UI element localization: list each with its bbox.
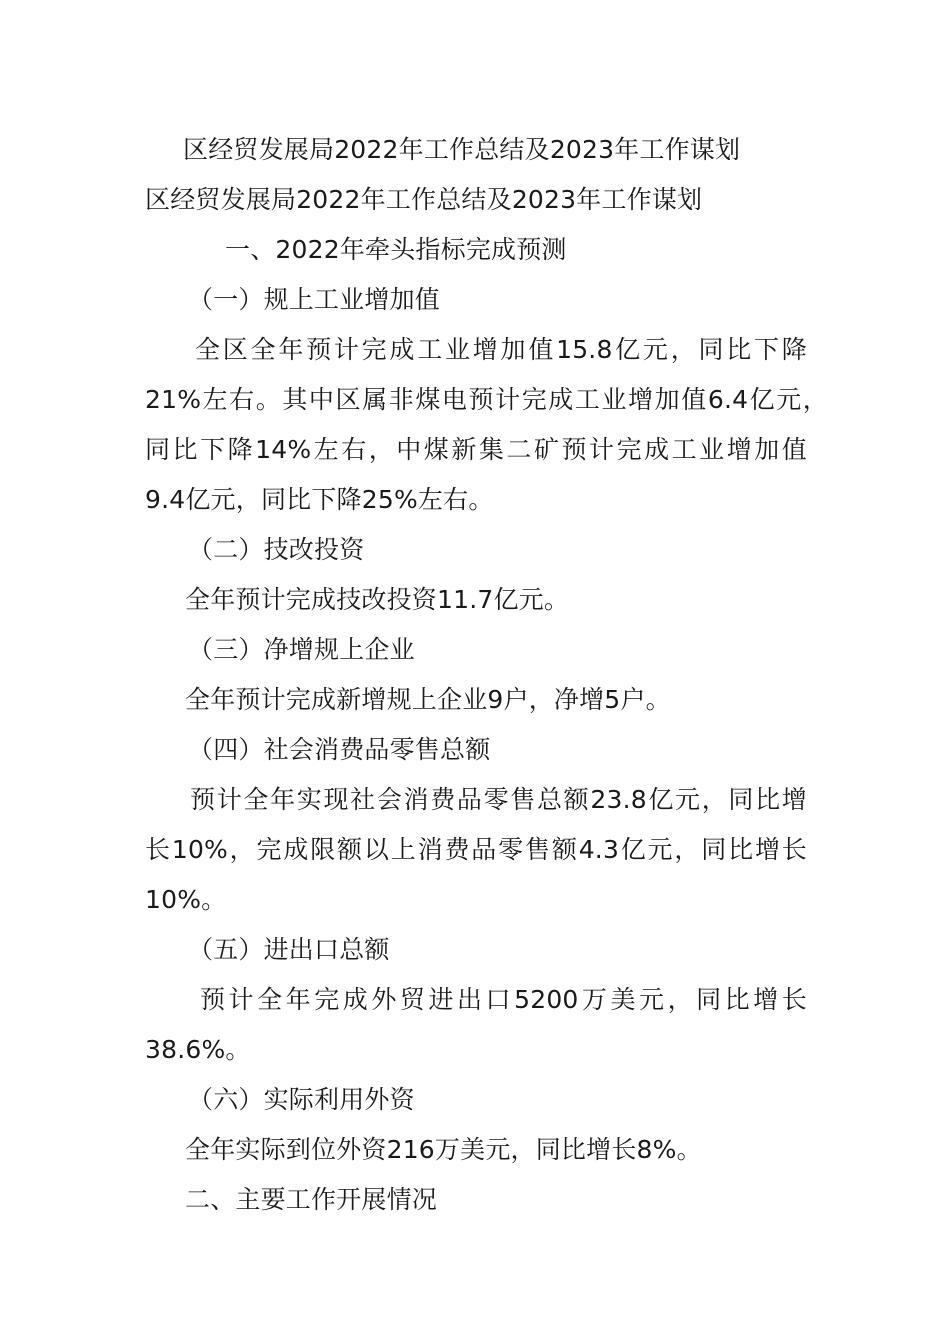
subsection-1-body-line-3: 同比下降14%左右，中煤新集二矿预计完成工业增加值 [145,435,807,464]
subsection-4-body-line-2: 长10%，完成限额以上消费品零售额4.3亿元，同比增长 [145,835,807,864]
document-title-line-2: 区经贸发展局2022年工作总结及2023年工作谋划 [145,185,703,214]
subsection-3-body: 全年预计完成新增规上企业9户，净增5户。 [185,685,671,714]
document-title-line-1: 区经贸发展局2022年工作总结及2023年工作谋划 [183,135,741,164]
subsection-1-body-line-2: 21%左右。其中区属非煤电预计完成工业增加值6.4亿元， [145,385,828,414]
subsection-5-body-line-1: 预计全年完成外贸进出口5200万美元，同比增长 [200,985,807,1014]
subsection-4-heading: （四）社会消费品零售总额 [188,735,491,764]
subsection-6-body: 全年实际到位外资216万美元，同比增长8%。 [185,1135,702,1164]
subsection-5-heading: （五）进出口总额 [188,935,390,964]
section-2-heading: 二、主要工作开展情况 [185,1185,438,1214]
subsection-1-heading: （一）规上工业增加值 [188,285,441,314]
subsection-4-body-line-1: 预计全年实现社会消费品零售总额23.8亿元，同比增 [190,785,807,814]
subsection-4-body-line-3: 10%。 [145,885,227,914]
subsection-6-heading: （六）实际利用外资 [188,1085,415,1114]
subsection-1-body-line-4: 9.4亿元，同比下降25%左右。 [145,485,494,514]
section-1-heading: 一、2022年牵头指标完成预测 [225,235,567,264]
subsection-2-body: 全年预计完成技改投资11.7亿元。 [185,585,570,614]
subsection-1-body-line-1: 全区全年预计完成工业增加值15.8亿元，同比下降 [195,335,807,364]
subsection-2-heading: （二）技改投资 [188,535,365,564]
subsection-5-body-line-2: 38.6%。 [145,1035,251,1064]
subsection-3-heading: （三）净增规上企业 [188,635,415,664]
